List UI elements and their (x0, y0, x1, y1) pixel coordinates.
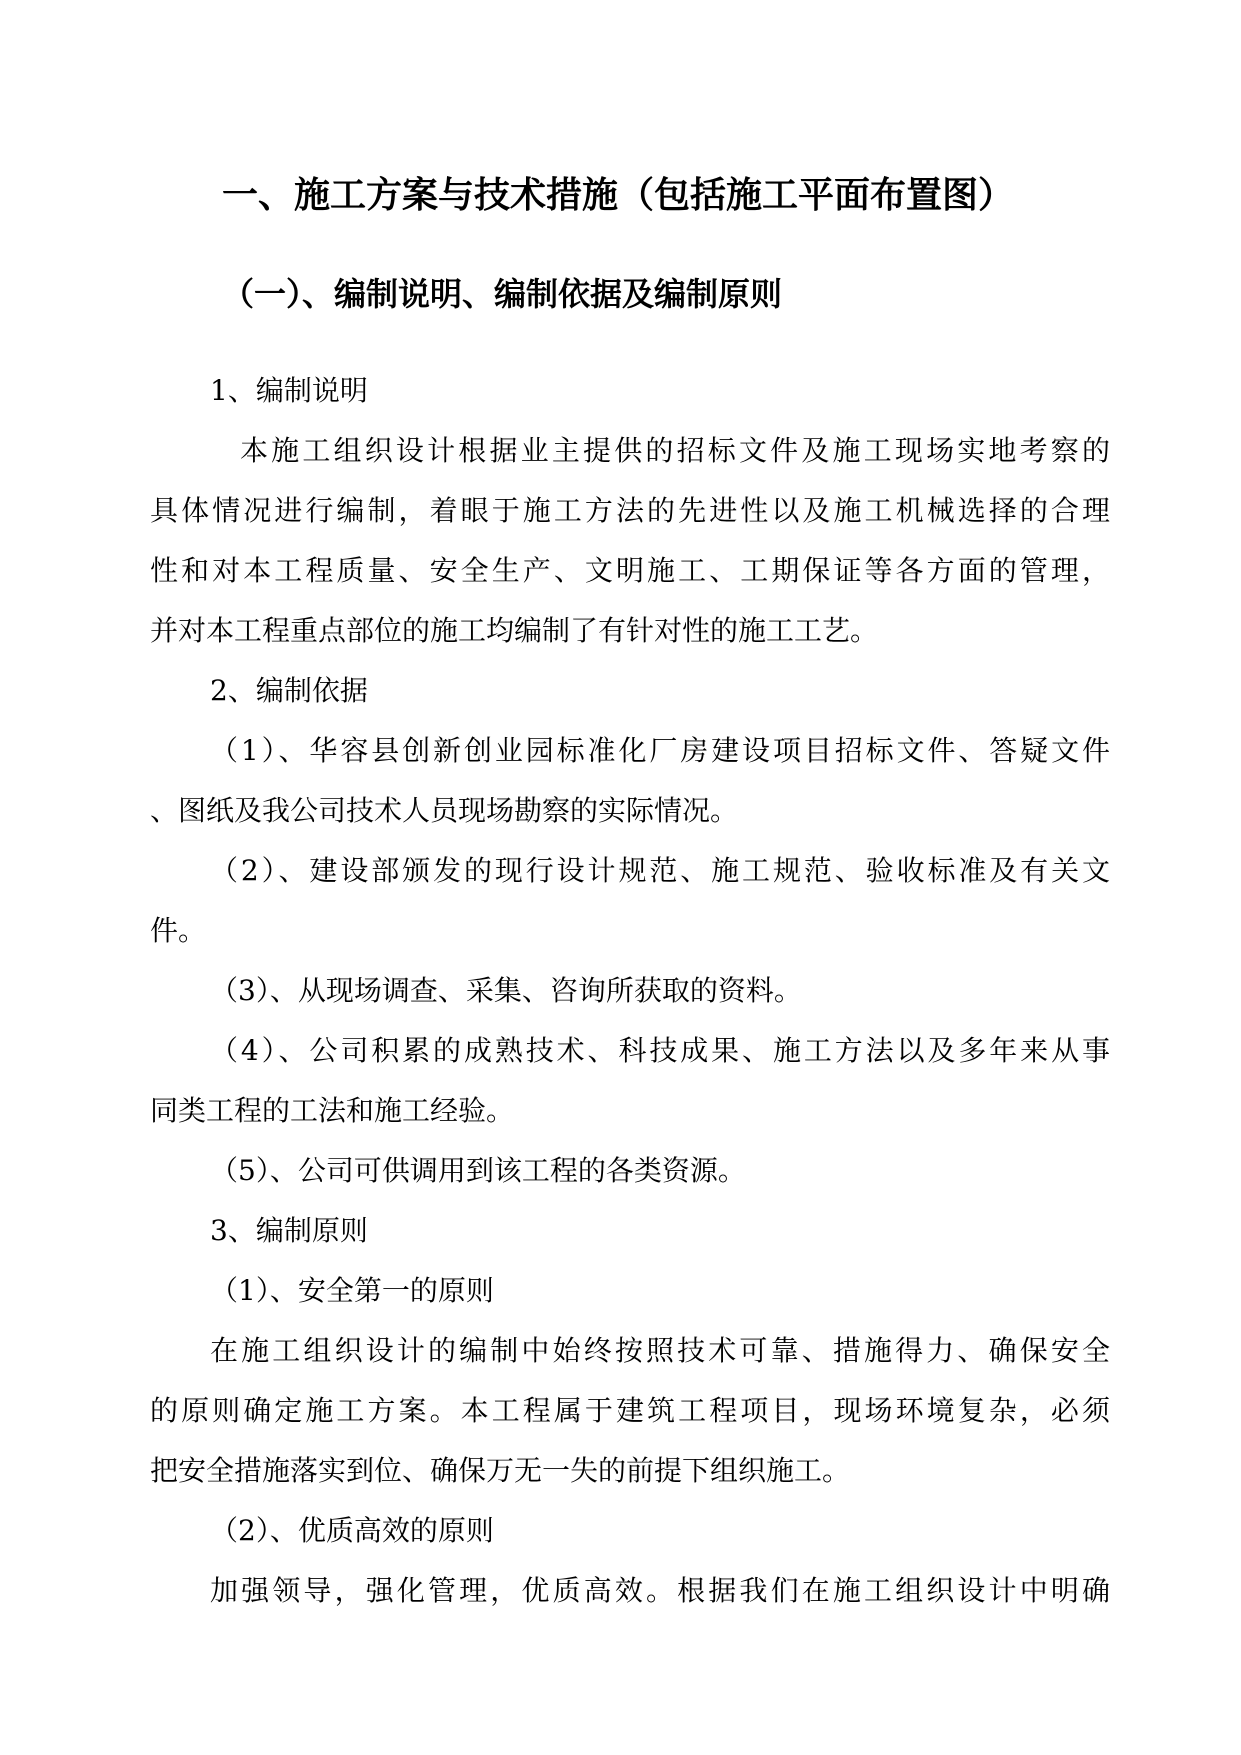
subheading-compile-principles: 3、编制原则 (210, 1214, 368, 1247)
paragraph-line: 在施工组织设计的编制中始终按照技术可靠、措施得力、确保安全 (210, 1334, 1110, 1367)
paragraph-line: 本施工组织设计根据业主提供的招标文件及施工现场实地考察的 (240, 434, 1110, 467)
list-item-line: （5）、公司可供调用到该工程的各类资源。 (210, 1154, 746, 1187)
list-item-line: 件。 (150, 914, 207, 947)
subheading-compile-basis: 2、编制依据 (210, 674, 368, 707)
list-item-line: （1）、安全第一的原则 (210, 1274, 494, 1307)
paragraph-line: 加强领导，强化管理，优质高效。根据我们在施工组织设计中明确 (210, 1574, 1110, 1607)
paragraph-line: 具体情况进行编制，着眼于施工方法的先进性以及施工机械选择的合理 (150, 494, 1110, 527)
paragraph-line: 性和对本工程质量、安全生产、文明施工、工期保证等各方面的管理， (150, 554, 1110, 587)
document-title: 一、施工方案与技术措施（包括施工平面布置图） (222, 175, 1015, 216)
list-item-line: （2）、优质高效的原则 (210, 1514, 494, 1547)
paragraph-line: 把安全措施落实到位、确保万无一失的前提下组织施工。 (150, 1454, 851, 1487)
paragraph-line: 的原则确定施工方案。本工程属于建筑工程项目，现场环境复杂，必须 (150, 1394, 1110, 1427)
section-title: （一）、编制说明、编制依据及编制原则 (222, 275, 783, 313)
list-item-line: 同类工程的工法和施工经验。 (150, 1094, 515, 1127)
list-item-line: （1）、华容县创新创业园标准化厂房建设项目招标文件、答疑文件 (210, 734, 1110, 767)
list-item-line: 、图纸及我公司技术人员现场勘察的实际情况。 (150, 794, 739, 827)
subheading-compile-notes: 1、编制说明 (210, 374, 368, 407)
list-item-line: （2）、建设部颁发的现行设计规范、施工规范、验收标准及有关文 (210, 854, 1110, 887)
list-item-line: （3）、从现场调查、采集、咨询所获取的资料。 (210, 974, 802, 1007)
paragraph-line: 并对本工程重点部位的施工均编制了有针对性的施工工艺。 (150, 614, 879, 647)
list-item-line: （4）、公司积累的成熟技术、科技成果、施工方法以及多年来从事 (210, 1034, 1110, 1067)
